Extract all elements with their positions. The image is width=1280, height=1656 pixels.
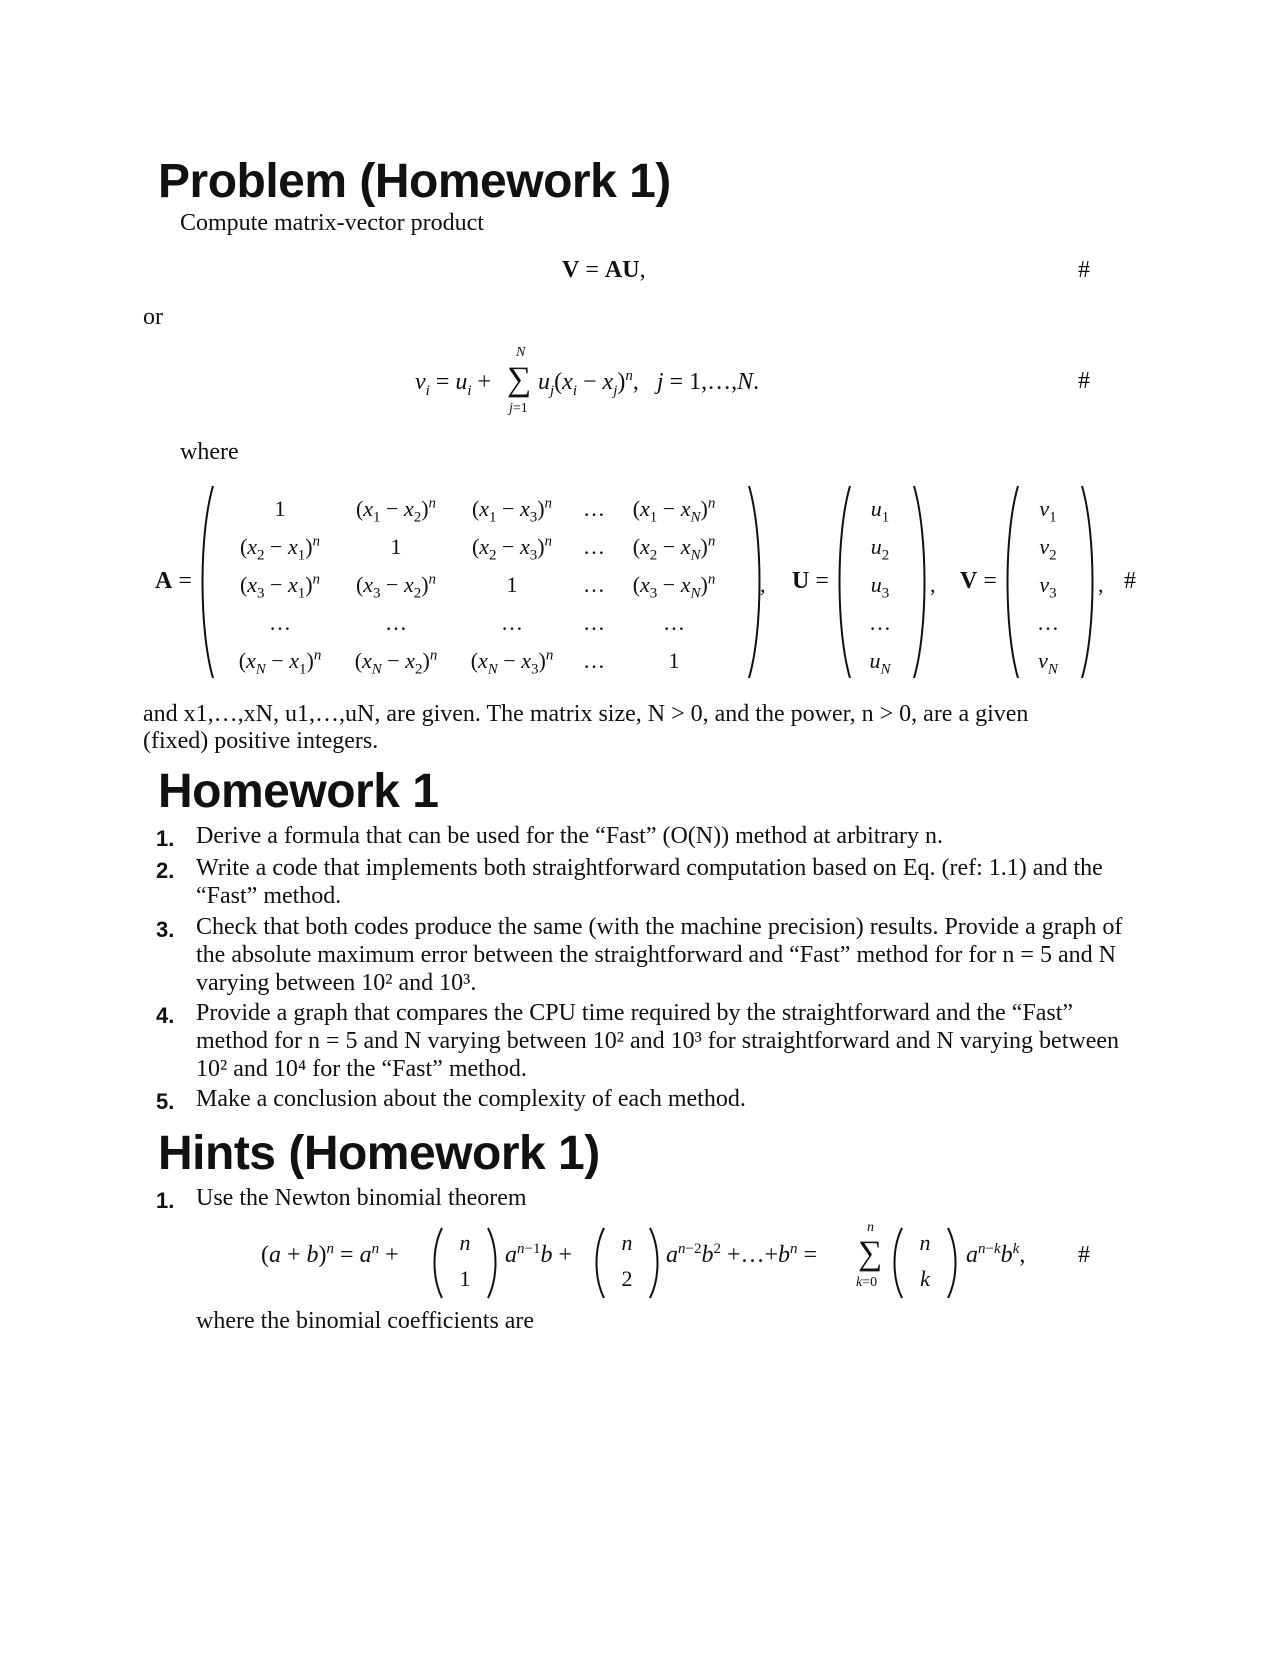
where-text: where — [180, 439, 239, 465]
equation-number: # — [1124, 568, 1136, 594]
problem-heading: Problem (Homework 1) — [158, 155, 671, 208]
hints-heading: Hints (Homework 1) — [158, 1127, 600, 1180]
equation-number: # — [1078, 368, 1090, 394]
list-item: Make a conclusion about the complexity of each method. — [196, 1086, 746, 1112]
given-text-line-2: (fixed) positive integers. — [143, 728, 379, 754]
list-item: Check that both codes produce the same (with the machine precision) results. Provide a graph of the absolute maximum error between the straightforward and “Fast” method for for n = 5 and N varying between 10² and 10³. — [196, 914, 1123, 996]
list-item: Derive a formula that can be used for the “Fast” (O(N)) method at arbitrary n. — [196, 823, 944, 849]
list-item-number: 3. — [156, 917, 175, 942]
matrix-equation: A = 1 $(x_1 - x_2)^n$ $(x_1 - x_3)^n$ … $(x_1 - x_N)^n$ $(x_2 - x_1)^n$ 1 $(x_2 - x_3)^n$ … $(x_2 - x_N)^n$ $(x_3 - x_1)^n$ $(x_3 - x_2)^n$ 1 … $(x_3 - x_N)^n$ … … … … … $(x_N - x_1)^n$ $(x_N - x_2)^n$ $(x_N - x_3)^n$ … 1 , U = $u_1$ $u_2$ $u_3$ … $u_N$ , V = $v_1$ $v_2$ $v_3$ … $v_N$ , — [0, 0, 1280, 700]
equation-number: # — [1078, 257, 1090, 283]
hint-item-text: Use the Newton binomial theorem — [196, 1185, 527, 1211]
where-binomial-text: where the binomial coefficients are — [196, 1308, 535, 1334]
list-item: Provide a graph that compares the CPU time required by the straightforward and the “Fast” method for n = 5 and N varying between 10² and 10³ for straightforward and N varying between 10² and 10⁴ for the “Fast” method. — [196, 1000, 1119, 1082]
equation-v-au: V = AU, — [562, 257, 646, 283]
list-item-number: 4. — [156, 1003, 175, 1028]
list-item-number: 1. — [156, 826, 175, 851]
equation-number: # — [1078, 1242, 1090, 1268]
problem-intro: Compute matrix-vector product — [180, 210, 484, 236]
given-text-line-1: and x1,…,xN, u1,…,uN, are given. The matrix size, N > 0, and the power, n > 0, are a given — [143, 701, 1029, 727]
binomial-equation: $(a + b)^n = a^n$ + n 1 $a^{n-1}b$ + n 2 $a^{n-2}b^2$ $+\dots+b^n$ = n ∑ k=0 n k $a^{n-k}b^k$, — [0, 0, 1280, 1330]
list-item-number: 1. — [156, 1188, 175, 1213]
list-item: Write a code that implements both straightforward computation based on Eq. (ref: 1.1) and the “Fast” method. — [196, 855, 1103, 909]
homework-heading: Homework 1 — [158, 765, 439, 818]
list-item-number: 5. — [156, 1089, 175, 1114]
equation-sum: $v_i = u_i$ + N ∑ j=1 $u_j(x_i - x_j)^n$, j = 1,…,N. — [415, 345, 760, 416]
list-item-number: 2. — [156, 858, 175, 883]
or-text: or — [143, 304, 163, 330]
